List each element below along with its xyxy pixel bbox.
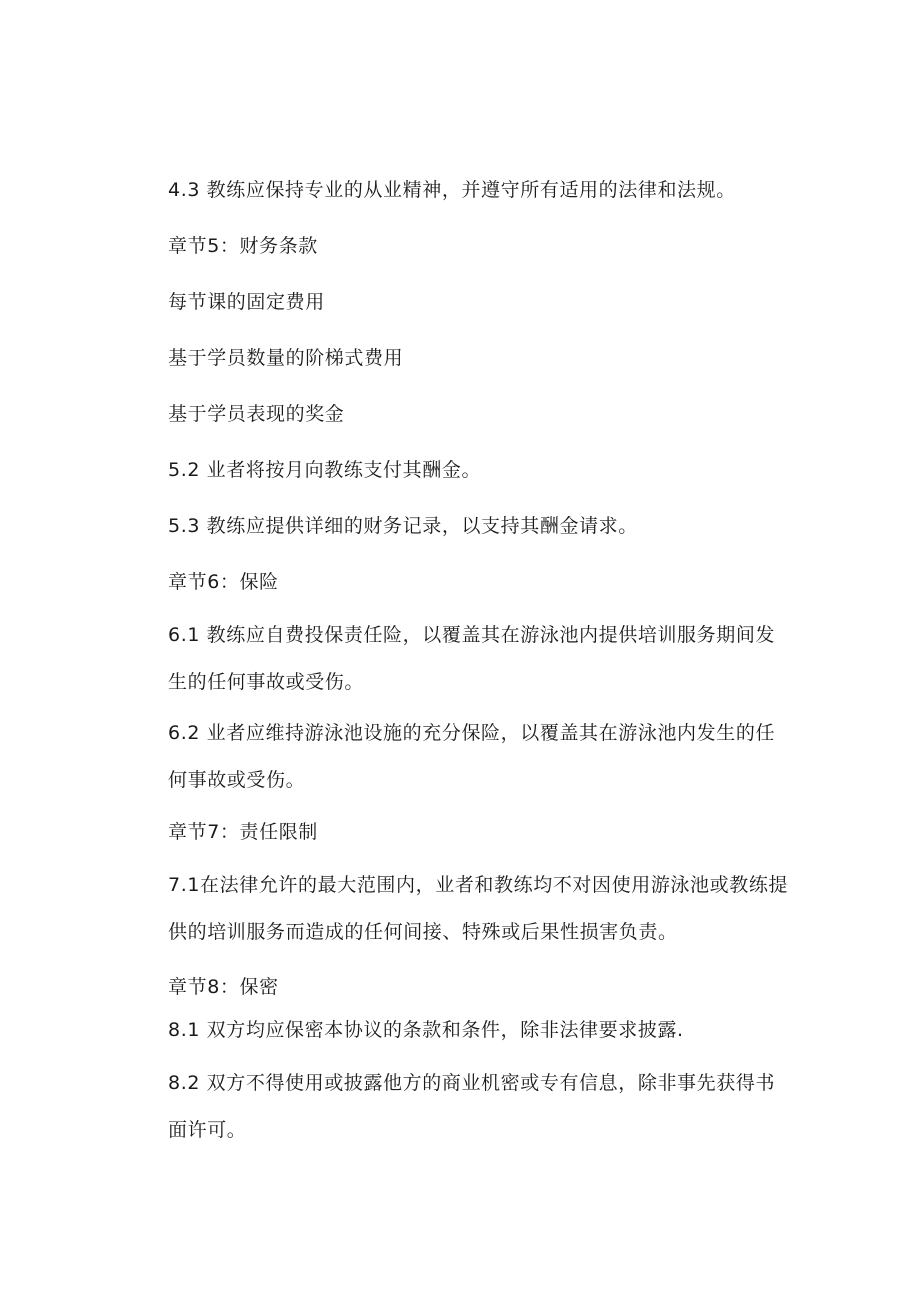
- section-8-heading: 章节8：保密: [168, 976, 279, 998]
- fee-item-bonus: 基于学员表现的奖金: [168, 403, 345, 425]
- clause-4-3: 4.3 教练应保持专业的从业精神，并遵守所有适用的法律和法规。: [168, 179, 736, 201]
- section-6-heading: 章节6：保险: [168, 571, 279, 593]
- clause-6-2: 6.2 业者应维持游泳池设施的充分保险，以覆盖其在游泳池内发生的任何事故或受伤。: [168, 722, 776, 791]
- clause-5-2: 5.2 业者将按月向教练支付其酬金。: [168, 459, 482, 481]
- section-7-heading: 章节7：责任限制: [168, 821, 318, 843]
- clause-8-2: 8.2 双方不得使用或披露他方的商业机密或专有信息，除非事先获得书面许可。: [168, 1072, 776, 1141]
- clause-6-1: 6.1 教练应自费投保责任险，以覆盖其在游泳池内提供培训服务期间发生的任何事故或受伤。: [168, 624, 776, 693]
- clause-7-1: 7.1在法律允许的最大范围内，业者和教练均不对因使用游泳池或教练提供的培训服务而造成的任何间接、特殊或后果性损害负责。: [168, 874, 789, 943]
- fee-item-tiered: 基于学员数量的阶梯式费用: [168, 347, 404, 369]
- section-5-heading: 章节5：财务条款: [168, 235, 318, 257]
- clause-8-1: 8.1 双方均应保密本协议的条款和条件，除非法律要求披露.: [168, 1019, 684, 1041]
- fee-item-fixed: 每节课的固定费用: [168, 291, 325, 313]
- clause-5-3: 5.3 教练应提供详细的财务记录，以支持其酬金请求。: [168, 515, 638, 537]
